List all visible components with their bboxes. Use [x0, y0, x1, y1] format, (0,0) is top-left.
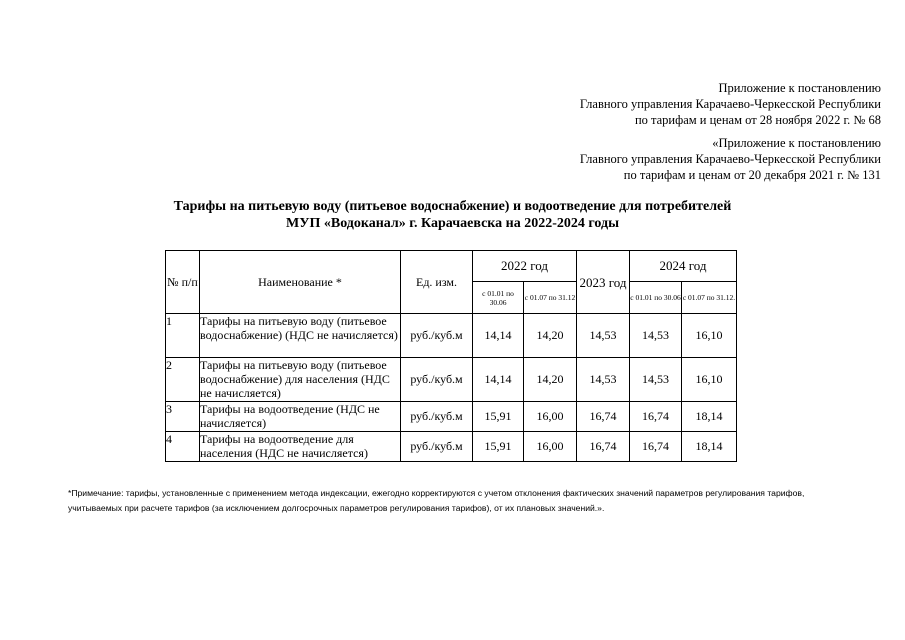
table-row — [166, 402, 737, 432]
row-name: Тарифы на питьевую воду (питьевое водоснабжение) для населения (НДС не начисляется) — [200, 358, 401, 402]
row-value-2024-h2: 16,10 — [682, 358, 737, 402]
row-name: Тарифы на питьевую воду (питьевое водоснабжение) (НДС не начисляется) — [200, 314, 401, 358]
header-line: «Приложение к постановлению — [712, 136, 881, 150]
tariff-table — [165, 250, 737, 462]
header-line: по тарифам и ценам от 20 декабря 2021 г. № 131 — [623, 168, 881, 182]
col-header-2022: 2022 год — [473, 251, 577, 282]
table-row — [166, 432, 737, 462]
row-value-2024-h2: 16,10 — [682, 314, 737, 358]
header-previous-resolution — [580, 135, 881, 183]
row-value-2022-h1: 14,14 — [473, 358, 524, 402]
col-header-2022-h2: с 01.07 по 31.12 — [524, 282, 577, 314]
row-value-2023: 14,53 — [577, 358, 630, 402]
footnote-line: *Примечание: тарифы, установленные с применением метода индексации, ежегодно корректируются с учетом отклонения фактических значений параметров регулирования тарифов, — [68, 488, 805, 498]
table-row — [166, 314, 737, 358]
row-name: Тарифы на водоотведение для населения (НДС не начисляется) — [200, 432, 401, 462]
row-num: 4 — [166, 432, 200, 462]
title-line: МУП «Водоканал» г. Карачаевска на 2022-2024 годы — [285, 216, 620, 231]
row-value-2022-h1: 15,91 — [473, 402, 524, 432]
table-header-row — [166, 251, 737, 282]
header-current-resolution — [580, 80, 881, 128]
row-unit: руб./куб.м — [401, 358, 473, 402]
header-line: Главного управления Карачаево-Черкесской Республики — [579, 97, 881, 111]
title-line: Тарифы на питьевую воду (питьевое водоснабжение) и водоотведение для потребителей — [173, 199, 732, 214]
col-header-num: № п/п — [166, 251, 200, 314]
row-value-2024-h1: 14,53 — [630, 358, 682, 402]
col-header-2024-h1: с 01.01 по 30.06 — [630, 282, 682, 314]
row-unit: руб./куб.м — [401, 314, 473, 358]
header-line: Приложение к постановлению — [718, 81, 881, 95]
col-header-unit: Ед. изм. — [401, 251, 473, 314]
row-num: 2 — [166, 358, 200, 402]
row-value-2024-h2: 18,14 — [682, 402, 737, 432]
row-num: 1 — [166, 314, 200, 358]
row-value-2023: 14,53 — [577, 314, 630, 358]
row-value-2022-h2: 16,00 — [524, 432, 577, 462]
footnote-line: учитываемых при расчете тарифов (за исключением долгосрочных параметров регулирования тарифов), от их плановых значений.». — [68, 503, 605, 513]
row-value-2022-h1: 15,91 — [473, 432, 524, 462]
table-row — [166, 358, 737, 402]
row-value-2023: 16,74 — [577, 432, 630, 462]
row-value-2024-h1: 14,53 — [630, 314, 682, 358]
header-line: по тарифам и ценам от 28 ноября 2022 г. № 68 — [634, 113, 881, 127]
footnote — [68, 486, 804, 516]
row-value-2024-h1: 16,74 — [630, 432, 682, 462]
header-line: Главного управления Карачаево-Черкесской Республики — [579, 152, 881, 166]
col-header-2024-h2: с 01.07 по 31.12. — [682, 282, 737, 314]
row-value-2022-h1: 14,14 — [473, 314, 524, 358]
col-header-2024: 2024 год — [630, 251, 737, 282]
row-value-2022-h2: 14,20 — [524, 358, 577, 402]
col-header-2022-h1: с 01.01 по 30.06 — [473, 282, 524, 314]
row-value-2024-h2: 18,14 — [682, 432, 737, 462]
row-unit: руб./куб.м — [401, 402, 473, 432]
col-header-2023: 2023 год — [577, 251, 630, 314]
document-title — [0, 198, 905, 232]
row-num: 3 — [166, 402, 200, 432]
row-value-2022-h2: 14,20 — [524, 314, 577, 358]
col-header-name: Наименование * — [200, 251, 401, 314]
row-unit: руб./куб.м — [401, 432, 473, 462]
row-value-2023: 16,74 — [577, 402, 630, 432]
row-value-2024-h1: 16,74 — [630, 402, 682, 432]
row-name: Тарифы на водоотведение (НДС не начисляется) — [200, 402, 401, 432]
row-value-2022-h2: 16,00 — [524, 402, 577, 432]
